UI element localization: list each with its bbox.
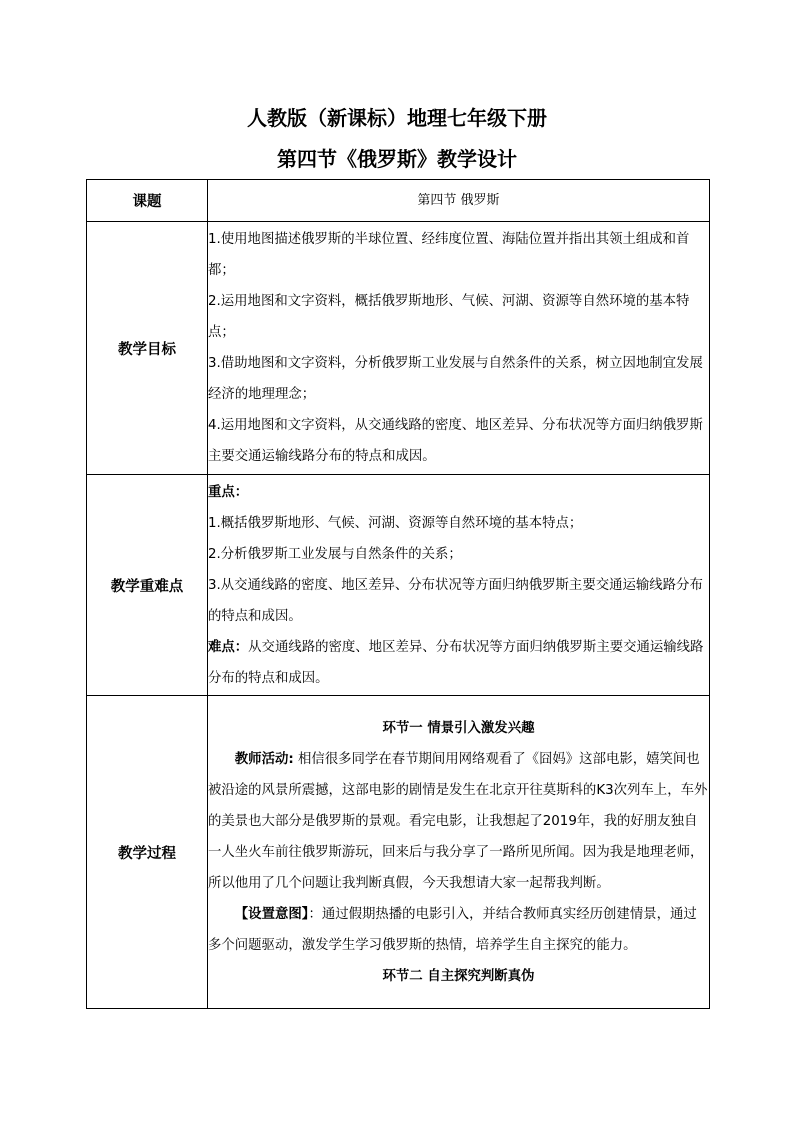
table-row-process (87, 696, 710, 1009)
table-row-key-points (87, 475, 710, 696)
goals-label: 教学目标 (87, 222, 208, 475)
teacher-activity-paragraph (208, 744, 709, 899)
section1-title: 环节一 情景引入激发兴趣 (382, 720, 535, 736)
document-subtitle: 第四节《俄罗斯》教学设计 (277, 147, 517, 171)
topic-value: 第四节 俄罗斯 (208, 180, 710, 222)
goal-item: 4.运用地图和文字资料，从交通线路的密度、地区差异、分布状况等方面归纳俄罗斯主要交通运输线路分布的特点和成因。 (208, 418, 703, 464)
key-points-content (208, 475, 710, 696)
section2-title: 环节二 自主探究判断真伪 (382, 968, 535, 984)
difficult-heading: 难点： (208, 639, 249, 655)
key-heading: 重点： (208, 484, 249, 500)
goal-item: 3.借助地图和文字资料，分析俄罗斯工业发展与自然条件的关系，树立因地制宜发展经济的地理理念； (208, 356, 703, 402)
design-intent-text: ：通过假期热播的电影引入，并结合教师真实经历创建情景，通过多个问题驱动，激发学生学习俄罗斯的热情，培养学生自主探究的能力。 (208, 906, 697, 953)
table-row-topic (87, 180, 710, 222)
table-row-goals (87, 222, 710, 475)
design-intent-paragraph (208, 899, 709, 961)
document-title: 人教版（新课标）地理七年级下册 (247, 106, 547, 130)
goals-content (208, 222, 710, 475)
key-item: 2.分析俄罗斯工业发展与自然条件的关系； (208, 546, 462, 562)
key-item: 3.从交通线路的密度、地区差异、分布状况等方面归纳俄罗斯主要交通运输线路分布的特点和成因。 (208, 577, 703, 624)
goal-item: 2.运用地图和文字资料，概括俄罗斯地形、气候、河湖、资源等自然环境的基本特点； (208, 294, 690, 340)
design-intent-label: 【设置意图】 (234, 906, 309, 922)
process-label: 教学过程 (87, 696, 208, 1009)
teacher-activity-label: 教师活动: (234, 751, 294, 767)
key-item: 1.概括俄罗斯地形、气候、河湖、资源等自然环境的基本特点； (208, 515, 583, 531)
difficult-paragraph (208, 632, 709, 694)
difficult-text: 从交通线路的密度、地区差异、分布状况等方面归纳俄罗斯主要交通运输线路分布的特点和成因。 (208, 639, 704, 686)
topic-label: 课题 (87, 180, 208, 222)
teacher-activity-text: 相信很多同学在春节期间用网络观看了《囧妈》这部电影，嬉笑间也被沿途的风景所震撼，这部电影的剧情是发生在北京开往莫斯科的K3次列车上，车外的美景也大部分是俄罗斯的景观。看完电影，让我想起了2019年，我的好朋友独自一人坐火车前往俄罗斯游玩，回来后与我分享了一路所见所闻。因为我是地理老师，所以他用了几个问题让我判断真假，今天我想请大家一起帮我判断。 (208, 751, 708, 891)
key-points-label: 教学重难点 (87, 475, 208, 696)
lesson-plan-table (86, 179, 710, 1009)
goal-item: 1.使用地图描述俄罗斯的半球位置、经纬度位置、海陆位置并指出其领土组成和首都； (208, 232, 690, 278)
process-content (208, 696, 710, 1009)
